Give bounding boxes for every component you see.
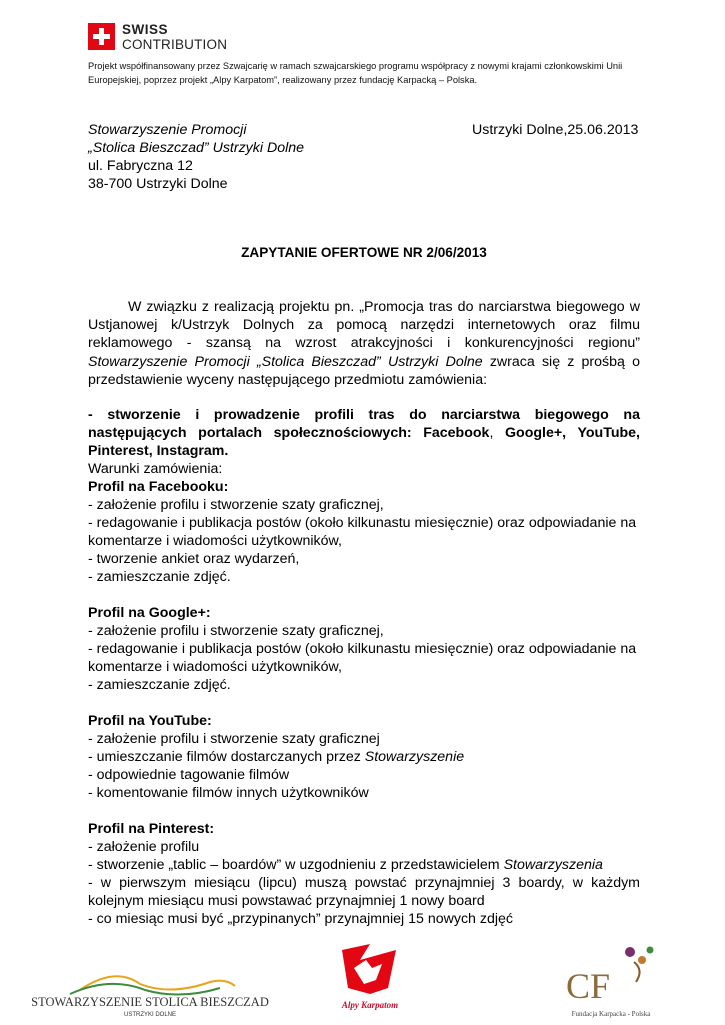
svg-text:Alpy Karpatom: Alpy Karpatom: [341, 1000, 399, 1010]
intro-paragraph: [88, 298, 640, 389]
sender-line-1: Stowarzyszenie Promocji: [88, 122, 247, 138]
pinterest-item: - stworzenie „tablic – boardów” w uzgodnieniu z przedstawicielem Stowarzyszenia: [88, 857, 603, 873]
facebook-item: - założenie profilu i stworzenie szaty graficznej,: [88, 497, 384, 513]
facebook-item: - redagowanie i publikacja postów (około kilkunastu miesięcznie) oraz odpowiadanie na: [88, 515, 637, 531]
project-funding-note: Projekt współfinansowany przez Szwajcarię w ramach szwajcarskiego programu współpracy z nowymi krajami członkowskimi Unii Europejskiej, poprzez projekt „Alpy Karpatom”, realizowany przez fundację Karpacką – Polska.: [88, 61, 623, 85]
google-item: - redagowanie i publikacja postów (około kilkunastu miesięcznie) oraz odpowiadanie na: [88, 641, 637, 657]
pinterest-heading: Profil na Pinterest:: [88, 821, 215, 837]
svg-text:Fundacja Karpacka - Polska: Fundacja Karpacka - Polska: [571, 1010, 651, 1018]
scope-part-1: - stworzenie i prowadzenie profili tras do narciarstwa biegowego na następujących portalach społecznościowych: Facebook: [88, 407, 640, 442]
sender-line-2: „Stolica Bieszczad” Ustrzyki Dolne: [88, 140, 305, 156]
sender-line-3: ul. Fabryczna 12: [88, 158, 193, 174]
swiss-logo-contribution: CONTRIBUTION: [122, 37, 228, 52]
scope-paragraph: [88, 406, 640, 461]
conditions-label: Warunki zamówienia:: [88, 461, 223, 477]
pinterest-item: - co miesiąc musi być „przypinanych” przynajmniej 15 nowych zdjęć: [88, 911, 513, 927]
fundacja-karpacka-icon: [556, 940, 666, 1020]
swiss-flag-logo: [88, 23, 115, 50]
youtube-item: - umieszczanie filmów dostarczanych przez Stowarzyszenie: [88, 749, 465, 765]
svg-text:USTRZYKI DOLNE: USTRZYKI DOLNE: [123, 1012, 177, 1018]
alpy-karpatom-icon: [330, 940, 410, 1015]
scope-part-2: Google+, YouTube, Pinterest, Instagram.: [88, 425, 640, 460]
youtube-item: - komentowanie filmów innych użytkowników: [88, 785, 369, 801]
document-title: ZAPYTANIE OFERTOWE NR 2/06/2013: [241, 245, 487, 260]
intro-org-name: Stowarzyszenie Promocji „Stolica Bieszczad” Ustrzyki Dolne: [88, 353, 483, 370]
pinterest-item: - w pierwszym miesiącu (lipcu) muszą powstać przynajmniej 3 boardy, w każdym kolejnym miesiącu musi powstawać przynajmniej 1 nowy board: [88, 875, 640, 909]
place-date: Ustrzyki Dolne,25.06.2013: [472, 122, 639, 138]
intro-part-3: zwraca się z prośbą o przedstawienie wyceny następującego przedmiotu zamówienia:: [88, 353, 640, 388]
sender-address: [88, 121, 304, 193]
google-item: - założenie profilu i stworzenie szaty graficznej,: [88, 623, 384, 639]
sender-line-4: 38-700 Ustrzyki Dolne: [88, 176, 228, 192]
svg-text:STOWARZYSZENIE STOLICA BIESZCZ: STOWARZYSZENIE STOLICA BIESZCZAD: [31, 995, 269, 1009]
fundacja-karpacka-logo: [556, 940, 666, 1020]
svg-text:CF: CF: [566, 966, 611, 1006]
facebook-heading: Profil na Facebooku:: [88, 479, 229, 495]
alpy-karpatom-logo: [330, 940, 410, 1015]
swiss-logo-name: SWISS: [122, 22, 169, 37]
youtube-heading: Profil na YouTube:: [88, 713, 212, 729]
youtube-item: - założenie profilu i stworzenie szaty graficznej: [88, 731, 380, 747]
pinterest-item: - założenie profilu: [88, 839, 200, 855]
youtube-item: - odpowiednie tagowanie filmów: [88, 767, 290, 783]
conditions-section: [88, 460, 648, 928]
facebook-item: komentarze i wiadomości użytkowników,: [88, 533, 342, 549]
scope-comma: ,: [489, 425, 494, 442]
google-item: komentarze i wiadomości użytkowników,: [88, 659, 342, 675]
stolica-bieszczad-logo: [31, 968, 269, 1018]
facebook-item: - zamieszczanie zdjęć.: [88, 569, 231, 585]
facebook-item: - tworzenie ankiet oraz wydarzeń,: [88, 551, 300, 567]
mountains-icon: [31, 968, 269, 1018]
google-heading: Profil na Google+:: [88, 605, 211, 621]
intro-part-1: W związku z realizacją projektu pn. „Promocja tras do narciarstwa biegowego w Ustjanowej k/Ustrzyk Dolnych za pomocą narzędzi internetowych oraz filmu reklamowego - szansą na wzrost atrakcyjności i konkurencyjności regionu”: [88, 299, 640, 352]
google-item: - zamieszczanie zdjęć.: [88, 677, 231, 693]
